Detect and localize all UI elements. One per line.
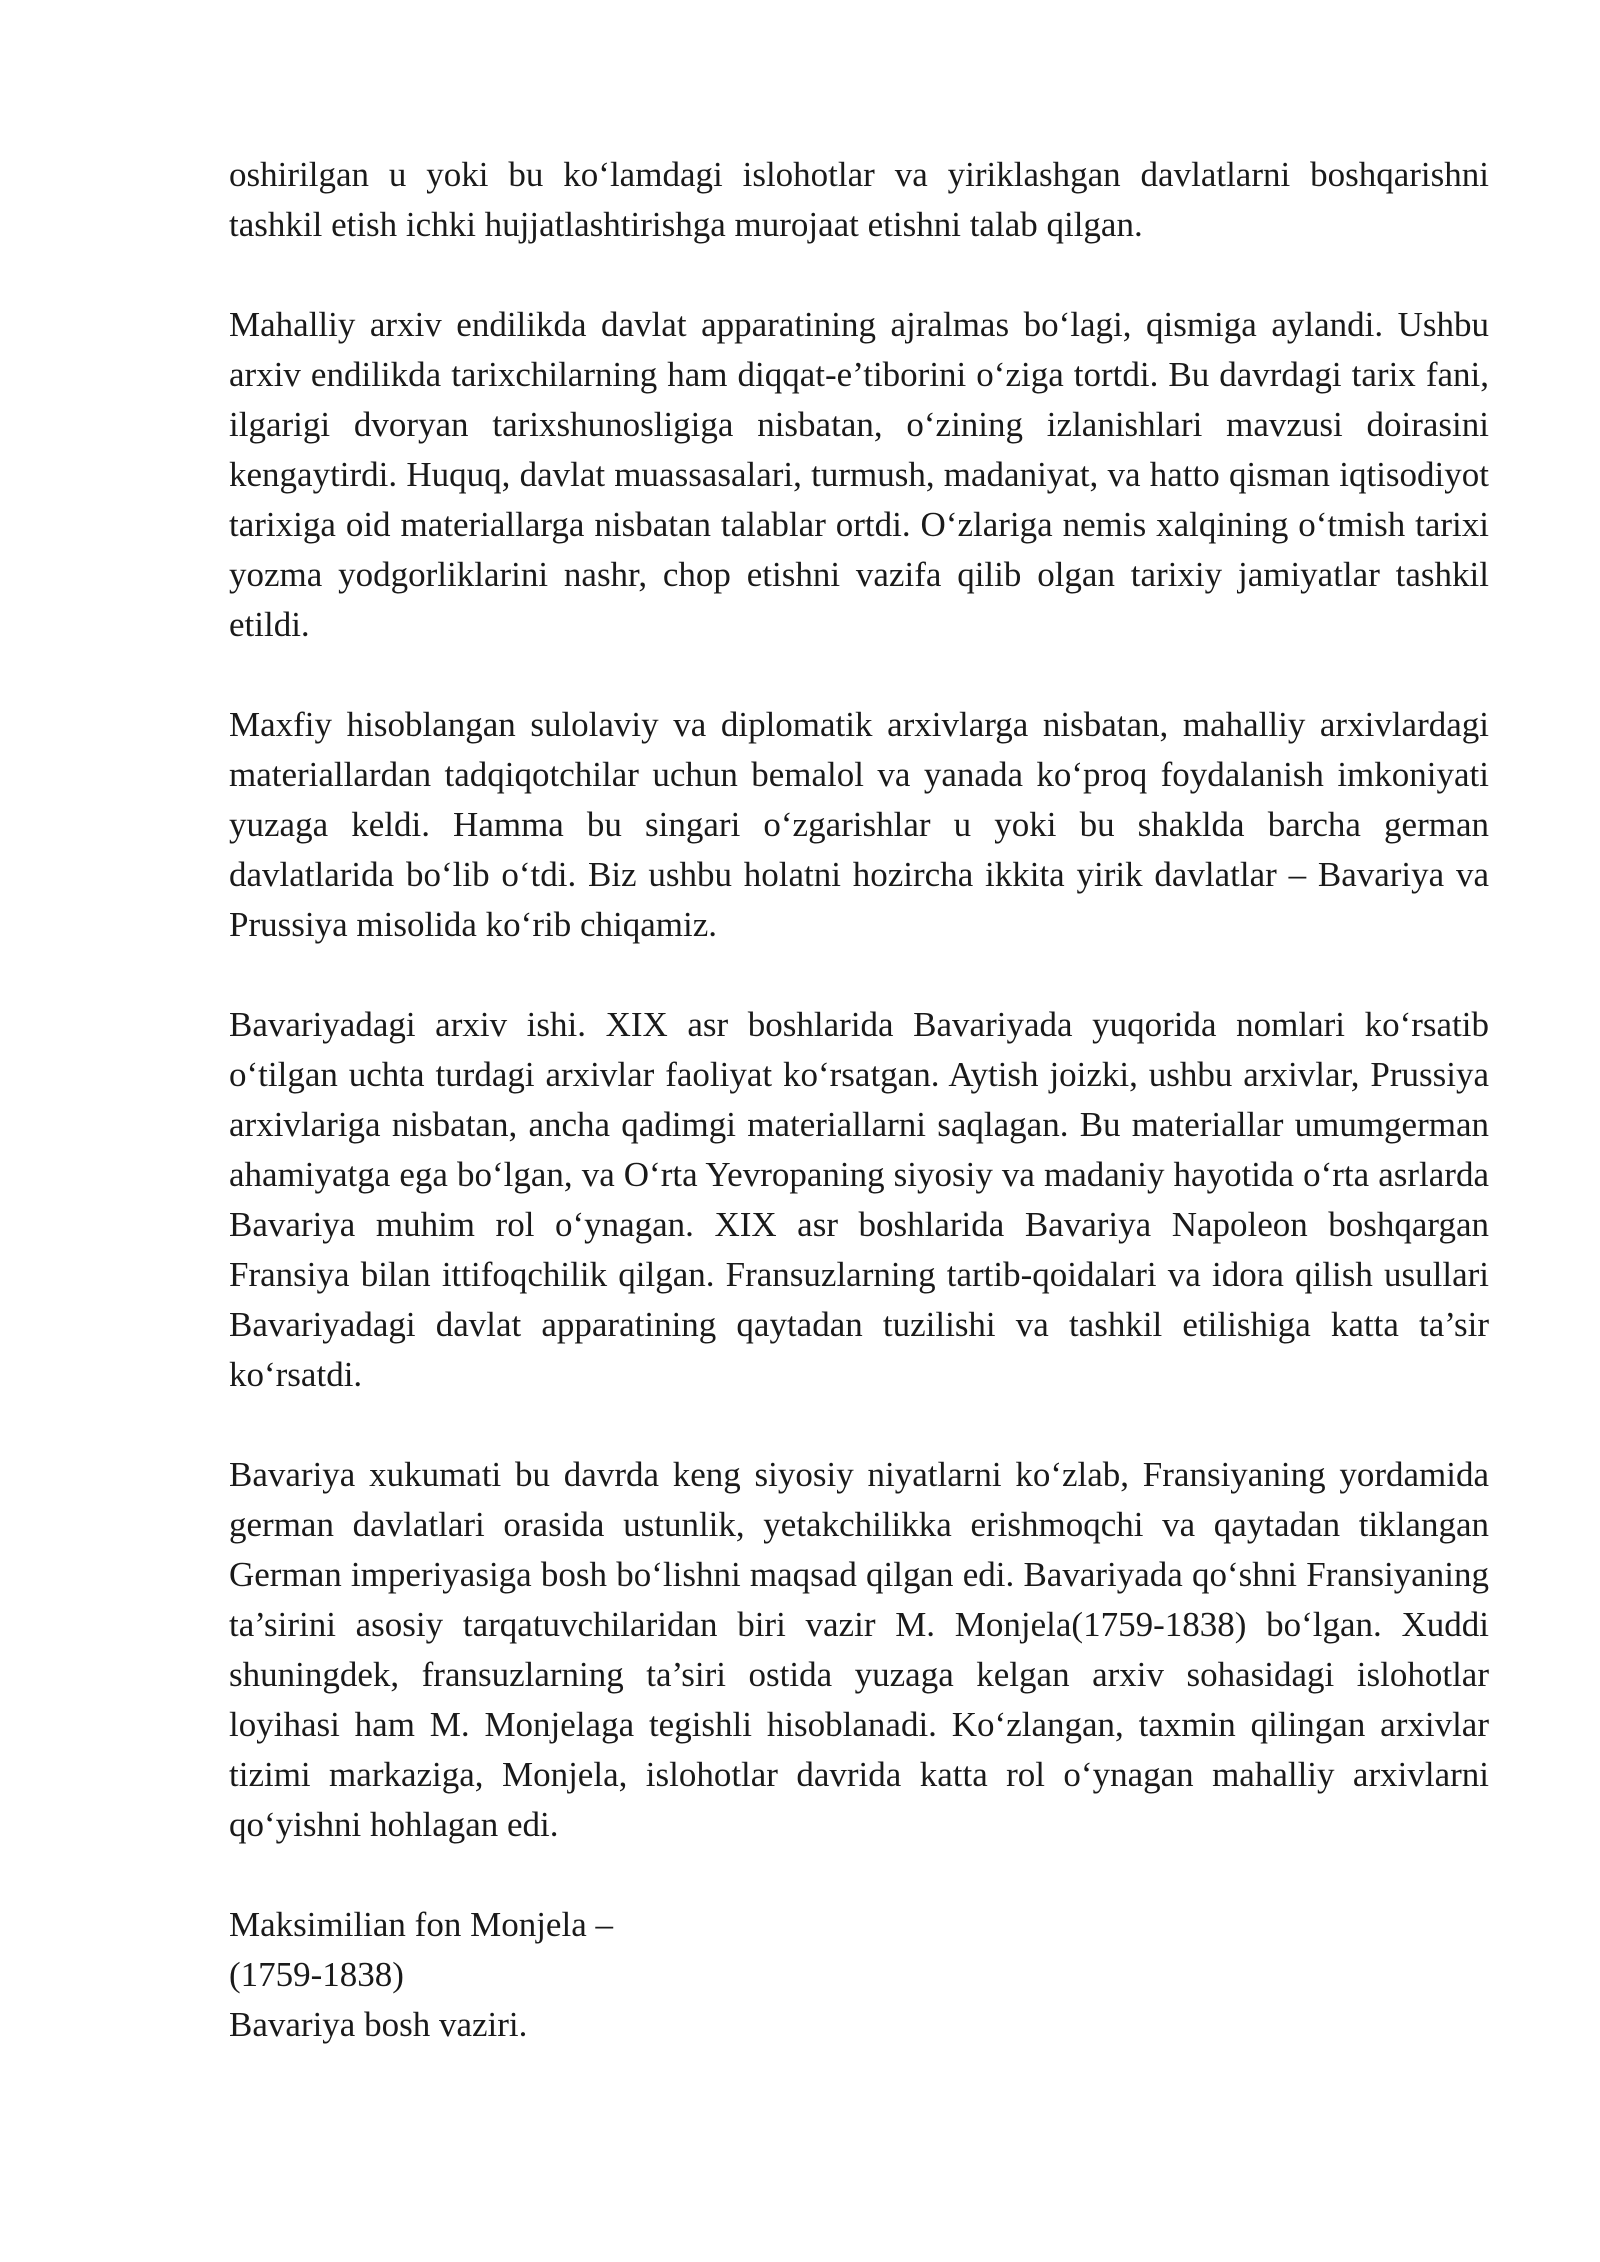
paragraph-5: Bavariya xukumati bu davrda keng siyosiy niyatlarni ko‘zlab, Fransiyaning yordamida german davlatlari orasida ustunlik, yetakchilikka erishmoqchi va qaytadan tiklangan German imperiyasiga bosh bo‘lishni maqsad qilgan edi. Bavariyada qo‘shni Fransiyaning ta’sirini asosiy tarqatuvchilaridan biri vazir M. Monjela(1759-1838) bo‘lgan. Xuddi shuningdek, fransuzlarning ta’siri ostida yuzaga kelgan arxiv sohasidagi islohotlar loyihasi ham M. Monjelaga tegishli hisoblanadi. Ko‘zlangan, taxmin qilingan arxivlar tizimi markaziga, Monjela, islohotlar davrida katta rol o‘ynagan mahalliy arxivlarni qo‘yishni hohlagan edi. xyxy=(229,1455,1489,1844)
paragraph-4: Bavariyadagi arxiv ishi. XIX asr boshlarida Bavariyada yuqorida nomlari ko‘rsatib o‘tilgan uchta turdagi arxivlar faoliyat ko‘rsatgan. Aytish joizki, ushbu arxivlar, Prussiya arxivlariga nisbatan, ancha qadimgi materiallarni saqlagan. Bu materiallar umumgerman ahamiyatga ega bo‘lgan, va O‘rta Yevropaning siyosiy va madaniy hayotida o‘rta asrlarda Bavariya muhim rol o‘ynagan. XIX asr boshlarida Bavariya Napoleon boshqargan Fransiya bilan ittifoqchilik qilgan. Fransuzlarning tartib-qoidalari va idora qilish usullari Bavariyadagi davlat apparatining qaytadan tuzilishi va tashkil etilishiga katta ta’sir ko‘rsatdi. xyxy=(229,1005,1489,1394)
caption-years: (1759-1838) xyxy=(229,1955,404,1994)
paragraph-2: Mahalliy arxiv endilikda davlat apparatining ajralmas bo‘lagi, qismiga aylandi. Ushbu arxiv endilikda tarixchilarning ham diqqat-e’tiborini o‘ziga tortdi. Bu davrdagi tarix fani, ilgarigi dvoryan tarixshunosligiga nisbatan, o‘zining izlanishlari mavzusi doirasini kengaytirdi. Huquq, davlat muassasalari, turmush, madaniyat, va hatto qisman iqtisodiyot tarixiga oid materiallarga nisbatan talablar ortdi. O‘zlariga nemis xalqining o‘tmish tarixi yozma yodgorliklarini nashr, chop etishni vazifa qilib olgan tarixiy jamiyatlar tashkil etildi. xyxy=(229,305,1489,644)
caption-title: Bavariya bosh vaziri. xyxy=(229,2005,528,2044)
caption-name: Maksimilian fon Monjela – xyxy=(229,1905,613,1944)
document-page xyxy=(229,150,1489,2050)
paragraph-3: Maxfiy hisoblangan sulolaviy va diplomatik arxivlarga nisbatan, mahalliy arxivlardagi materiallardan tadqiqotchilar uchun bemalol va yanada ko‘proq foydalanish imkoniyati yuzaga keldi. Hamma bu singari o‘zgarishlar u yoki bu shaklda barcha german davlatlarida bo‘lib o‘tdi. Biz ushbu holatni hozircha ikkita yirik davlatlar – Bavariya va Prussiya misolida ko‘rib chiqamiz. xyxy=(229,705,1489,944)
paragraph-1: oshirilgan u yoki bu ko‘lamdagi islohotlar va yiriklashgan davlatlarni boshqarishni tashkil etish ichki hujjatlashtirishga murojaat etishni talab qilgan. xyxy=(229,155,1489,244)
portrait-caption xyxy=(229,1900,1489,2050)
